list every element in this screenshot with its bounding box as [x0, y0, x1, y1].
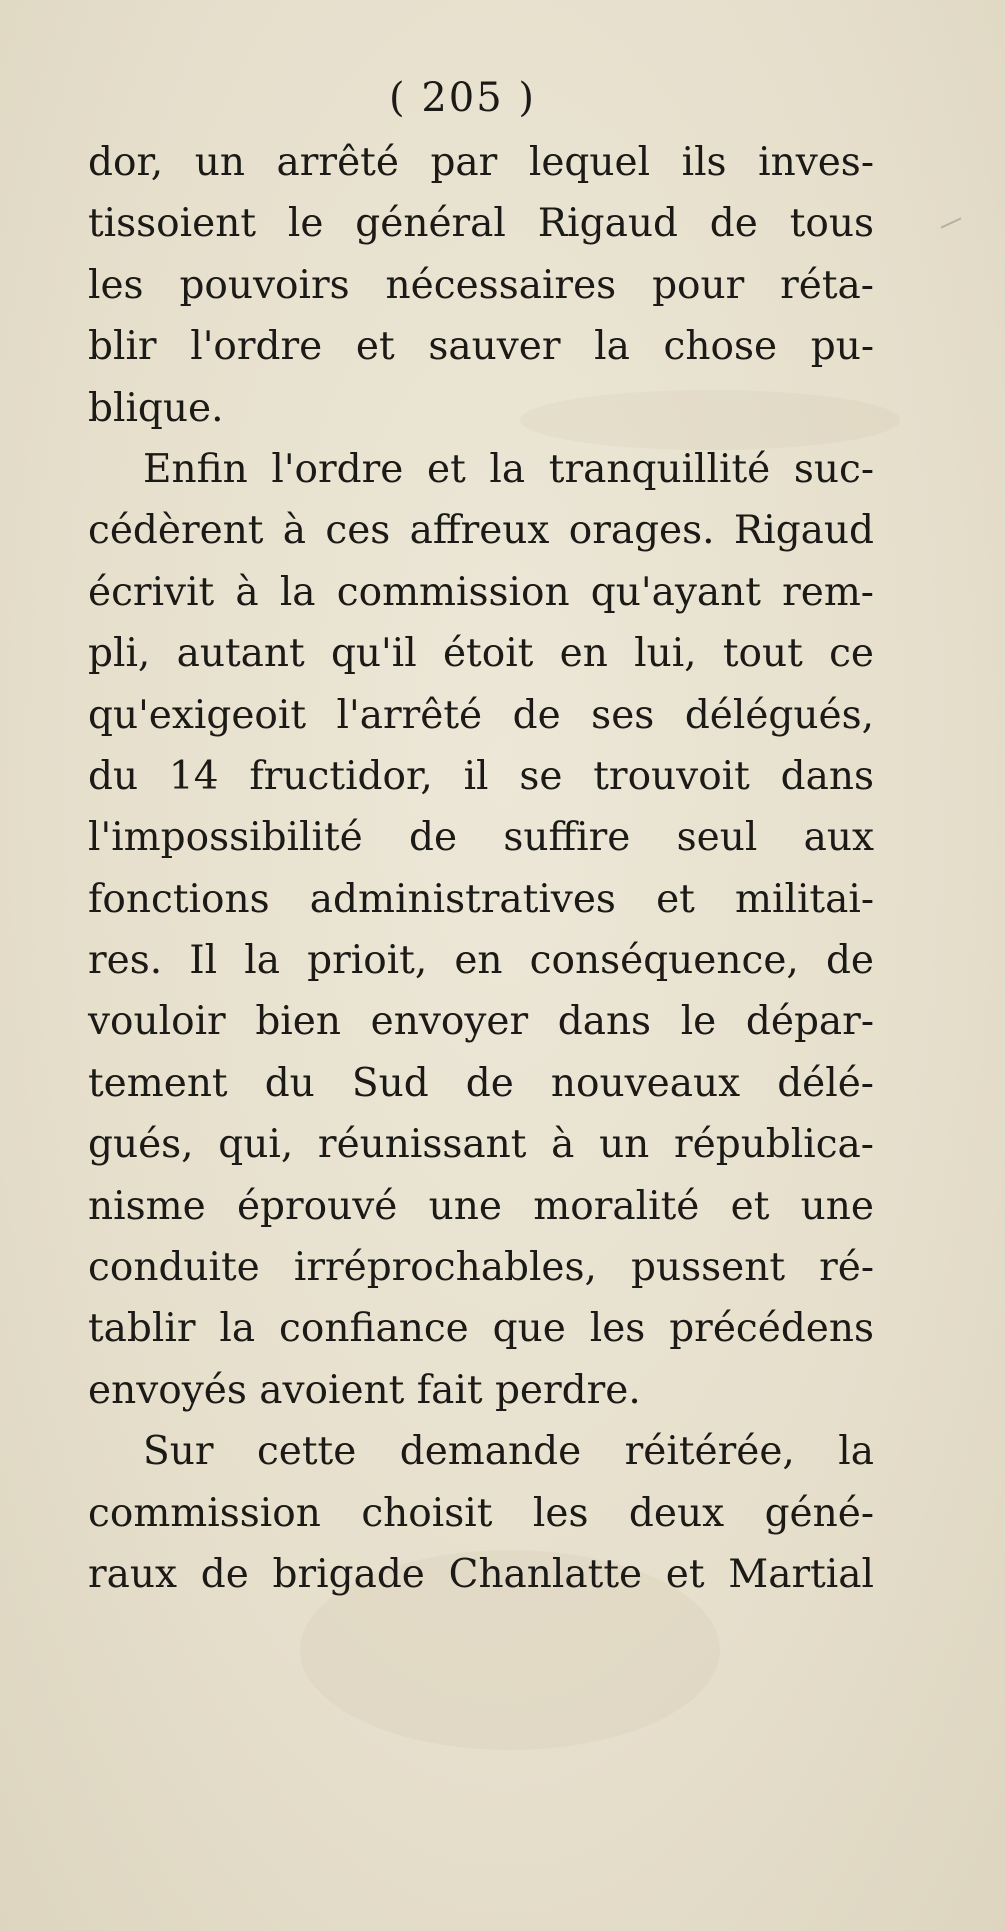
- text-line: nisme éprouvé une moralité et une: [88, 1183, 874, 1229]
- text-line: gués, qui, réunissant à un républica-: [88, 1122, 874, 1168]
- text-line: du 14 fructidor, il se trouvoit dans: [88, 753, 874, 799]
- text-line: pli, autant qu'il étoit en lui, tout ce: [88, 631, 874, 677]
- text-line: conduite irréprochables, pussent ré-: [88, 1245, 874, 1291]
- text-line: les pouvoirs nécessaires pour réta-: [88, 262, 874, 308]
- text-line: dor, un arrêté par lequel ils inves-: [88, 140, 874, 185]
- text-line: blique.: [88, 385, 224, 431]
- text-line: tissoient le général Rigaud de tous: [88, 201, 874, 247]
- text-line: vouloir bien envoyer dans le dépar-: [88, 999, 874, 1045]
- text-line: Enfin l'ordre et la tranquillité suc-: [143, 446, 874, 492]
- text-line: res. Il la prioit, en conséquence, de: [88, 938, 874, 984]
- text-line: raux de brigade Chanlatte et Martial: [88, 1551, 874, 1597]
- text-line: commission choisit les deux géné-: [88, 1490, 874, 1536]
- text-line: qu'exigeoit l'arrêté de ses délégués,: [88, 692, 874, 738]
- text-line: cédèrent à ces affreux orages. Rigaud: [88, 508, 874, 554]
- text-line: écrivit à la commission qu'ayant rem-: [88, 569, 874, 615]
- text-line: envoyés avoient fait perdre.: [88, 1367, 641, 1413]
- text-line: tement du Sud de nouveaux délé-: [88, 1060, 874, 1106]
- text-line: tablir la confiance que les précédens: [88, 1306, 874, 1352]
- text-line: blir l'ordre et sauver la chose pu-: [88, 324, 874, 370]
- text-line: Sur cette demande réitérée, la: [143, 1429, 874, 1475]
- text-line: l'impossibilité de suffire seul aux: [88, 815, 874, 861]
- paper-mark: [941, 217, 962, 228]
- text-line: fonctions administratives et militai-: [88, 876, 874, 922]
- body-text: [88, 132, 874, 1605]
- page-number: ( 205 ): [389, 75, 536, 121]
